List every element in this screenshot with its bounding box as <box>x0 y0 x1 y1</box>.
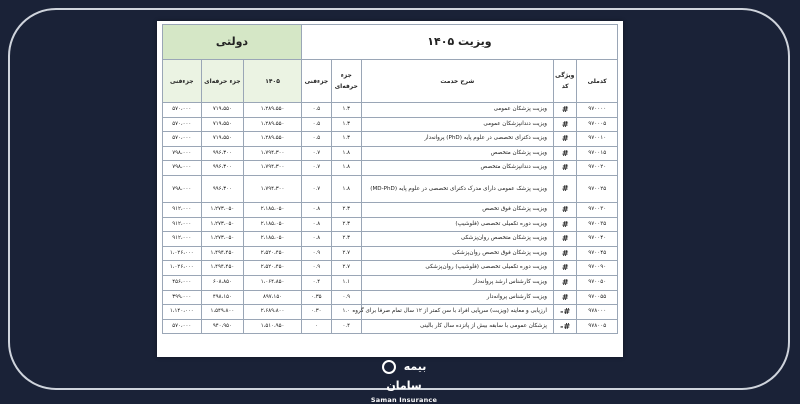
cell-national-code: ۹۷۰۰۱۰ <box>577 132 618 147</box>
cell-code-feature: #- <box>553 319 576 334</box>
logo-english-text: Saman Insurance <box>370 396 438 404</box>
cell-total-1405: ۸۹۷،۱۵۰ <box>244 290 302 305</box>
cell-professional-part: ۱.۳ <box>331 117 361 132</box>
cell-technical-part: ۰.۸ <box>301 232 331 247</box>
cell-gov-technical: ۷۹۸،۰۰۰ <box>163 175 202 202</box>
cell-total-1405: ۲،۵۲۰،۴۵۰ <box>244 261 302 276</box>
cell-gov-professional: ۱،۲۷۳،۰۵۰ <box>201 202 244 217</box>
table-row <box>163 217 618 232</box>
cell-total-1405: ۱،۲۸۹،۵۵۰ <box>244 132 302 147</box>
cell-gov-technical: ۹۱۲،۰۰۰ <box>163 232 202 247</box>
cell-total-1405: ۱،۷۹۴،۳۰۰ <box>244 161 302 176</box>
cell-code-feature: # <box>553 132 576 147</box>
cell-service-description: ویزیت پزشکان فوق تخصص <box>361 202 553 217</box>
cell-total-1405: ۲،۱۸۵،۰۵۰ <box>244 202 302 217</box>
tariff-table <box>162 24 618 334</box>
cell-national-code: ۹۷۰۰۲۵ <box>577 175 618 202</box>
cell-code-feature: # <box>553 161 576 176</box>
table-row <box>163 232 618 247</box>
cell-professional-part: ۲.۳ <box>331 202 361 217</box>
cell-total-1405: ۱،۷۹۴،۳۰۰ <box>244 175 302 202</box>
cell-total-1405: ۲،۵۲۰،۴۵۰ <box>244 246 302 261</box>
table-row <box>163 175 618 202</box>
cell-gov-technical: ۵۷۰،۰۰۰ <box>163 319 202 334</box>
cell-national-code: ۹۷۰۰۰۵ <box>577 117 618 132</box>
table-row <box>163 275 618 290</box>
col-gov-professional: جزء حرفه‌ای <box>201 60 244 103</box>
cell-professional-part: ۰.۹ <box>331 290 361 305</box>
cell-code-feature: # <box>553 175 576 202</box>
cell-code-feature: # <box>553 232 576 247</box>
cell-gov-professional: ۷۱۹،۵۵۰ <box>201 103 244 118</box>
cell-code-feature: # <box>553 117 576 132</box>
cell-service-description: ویزیت دندانپزشکان عمومی <box>361 117 553 132</box>
cell-service-description: پزشکان عمومی با سابقه بیش از پانزده سال کار بالینی <box>361 319 553 334</box>
cell-professional-part: ۱.۱ <box>331 275 361 290</box>
cell-gov-professional: ۹۹۶،۳۰۰ <box>201 175 244 202</box>
cell-gov-technical: ۴۵۶،۰۰۰ <box>163 275 202 290</box>
cell-gov-professional: ۱،۵۴۹،۸۰۰ <box>201 305 244 320</box>
cell-national-code: ۹۷۰۰۲۰ <box>577 161 618 176</box>
table-row <box>163 117 618 132</box>
cell-gov-technical: ۹۱۲،۰۰۰ <box>163 202 202 217</box>
cell-code-feature: # <box>553 261 576 276</box>
cell-technical-part: ۰.۵ <box>301 103 331 118</box>
cell-code-feature: # <box>553 246 576 261</box>
cell-professional-part: ۲.۳ <box>331 232 361 247</box>
cell-service-description: ویزیت پزشکان عمومی <box>361 103 553 118</box>
cell-service-description: ویزیت کارشناس پروانه‌دار <box>361 290 553 305</box>
cell-service-description: ویزیت پزشکان متخصص <box>361 146 553 161</box>
col-professional-part: جزء حرفه‌ای <box>331 60 361 103</box>
cell-technical-part: ۰.۷ <box>301 146 331 161</box>
cell-national-code: ۹۷۰۰۵۵ <box>577 290 618 305</box>
table-row <box>163 161 618 176</box>
cell-technical-part: ۰.۷ <box>301 161 331 176</box>
cell-gov-technical: ۱،۰۲۶،۰۰۰ <box>163 246 202 261</box>
cell-total-1405: ۱،۵۱۰،۹۵۰ <box>244 319 302 334</box>
header-government: دولتی <box>163 25 302 60</box>
cell-technical-part: ۰.۷ <box>301 175 331 202</box>
cell-total-1405: ۱،۲۸۹،۵۵۰ <box>244 117 302 132</box>
col-code-feature: ویژگی کد <box>553 60 576 103</box>
cell-technical-part: ۰.۵ <box>301 132 331 147</box>
cell-gov-professional: ۹۴۰،۹۵۰ <box>201 319 244 334</box>
cell-service-description: ویزیت دندانپزشکان متخصص <box>361 161 553 176</box>
cell-service-description: ویزیت دوره تکمیلی تخصصی (فلوشیپ) <box>361 217 553 232</box>
col-national-code: کدملی <box>577 60 618 103</box>
cell-professional-part: ۱.۸ <box>331 146 361 161</box>
cell-gov-professional: ۱،۲۷۳،۰۵۰ <box>201 217 244 232</box>
cell-national-code: ۹۷۸۰۰۰ <box>577 305 618 320</box>
cell-professional-part: ۱.۸ <box>331 175 361 202</box>
cell-gov-technical: ۱،۰۲۶،۰۰۰ <box>163 261 202 276</box>
cell-national-code: ۹۷۰۰۹۰ <box>577 261 618 276</box>
cell-total-1405: ۲،۶۸۹،۸۰۰ <box>244 305 302 320</box>
cell-code-feature: #- <box>553 305 576 320</box>
cell-national-code: ۹۷۰۰۱۵ <box>577 146 618 161</box>
cell-professional-part: ۱.۳ <box>331 132 361 147</box>
cell-gov-professional: ۷۱۹،۵۵۰ <box>201 117 244 132</box>
cell-gov-professional: ۱،۴۹۴،۴۵۰ <box>201 261 244 276</box>
cell-gov-professional: ۶۰۸،۸۵۰ <box>201 275 244 290</box>
col-gov-technical: جزءفنی <box>163 60 202 103</box>
cell-professional-part: ۲.۳ <box>331 217 361 232</box>
table-row <box>163 246 618 261</box>
cell-total-1405: ۱،۲۸۹،۵۵۰ <box>244 103 302 118</box>
table-row <box>163 290 618 305</box>
cell-code-feature: # <box>553 290 576 305</box>
cell-technical-part: ۰.۳۰ <box>301 305 331 320</box>
cell-professional-part: ۲.۷ <box>331 261 361 276</box>
cell-professional-part: ۱.۳ <box>331 103 361 118</box>
logo-persian-text: بیمه سامان <box>386 360 427 392</box>
header-visit-1405: ویزیت ۱۴۰۵ <box>301 25 617 60</box>
cell-code-feature: # <box>553 275 576 290</box>
cell-national-code: ۹۷۰۰۰۰ <box>577 103 618 118</box>
cell-service-description: ویزیت پزشکان متخصص روان‌پزشکی <box>361 232 553 247</box>
cell-gov-technical: ۱،۱۴۰،۰۰۰ <box>163 305 202 320</box>
col-1405-total: ۱۴۰۵ <box>244 60 302 103</box>
table-row <box>163 305 618 320</box>
cell-technical-part: ۰.۴ <box>301 275 331 290</box>
cell-technical-part: ۰ <box>301 319 331 334</box>
cell-technical-part: ۰.۵ <box>301 117 331 132</box>
col-technical-part: جزءفنی <box>301 60 331 103</box>
tariff-sheet <box>157 21 623 357</box>
cell-code-feature: # <box>553 217 576 232</box>
cell-code-feature: # <box>553 103 576 118</box>
cell-technical-part: ۰.۹ <box>301 246 331 261</box>
cell-gov-technical: ۹۱۲،۰۰۰ <box>163 217 202 232</box>
cell-gov-professional: ۷۱۹،۵۵۰ <box>201 132 244 147</box>
saman-insurance-logo <box>364 356 444 404</box>
cell-total-1405: ۲،۱۸۵،۰۵۰ <box>244 217 302 232</box>
cell-gov-technical: ۳۹۹،۰۰۰ <box>163 290 202 305</box>
cell-gov-technical: ۷۹۸،۰۰۰ <box>163 161 202 176</box>
cell-technical-part: ۰.۳۵ <box>301 290 331 305</box>
table-row <box>163 202 618 217</box>
cell-gov-professional: ۱،۴۹۴،۴۵۰ <box>201 246 244 261</box>
cell-national-code: ۹۷۸۰۰۵ <box>577 319 618 334</box>
cell-service-description: ویزیت کارشناس ارشد پروانه‌دار <box>361 275 553 290</box>
cell-total-1405: ۱،۰۶۴،۸۵۰ <box>244 275 302 290</box>
table-row <box>163 319 618 334</box>
cell-service-description: ارزیابی و معاینه (ویزیت) سرپایی افراد با سن کمتر از ۱۲ سال تمام صرفا برای گروه <box>361 305 553 320</box>
cell-gov-professional: ۱،۲۷۳،۰۵۰ <box>201 232 244 247</box>
table-row <box>163 103 618 118</box>
cell-professional-part: ۱.۸ <box>331 161 361 176</box>
cell-gov-technical: ۵۷۰،۰۰۰ <box>163 103 202 118</box>
cell-gov-professional: ۹۹۶،۳۰۰ <box>201 161 244 176</box>
cell-national-code: ۹۷۰۰۳۵ <box>577 217 618 232</box>
table-row <box>163 132 618 147</box>
cell-technical-part: ۰.۸ <box>301 217 331 232</box>
cell-total-1405: ۲،۱۸۵،۰۵۰ <box>244 232 302 247</box>
cell-national-code: ۹۷۰۰۴۵ <box>577 246 618 261</box>
cell-technical-part: ۰.۸ <box>301 202 331 217</box>
cell-gov-technical: ۷۹۸،۰۰۰ <box>163 146 202 161</box>
cell-service-description: ویزیت دکترای تخصصی در علوم پایه (PhD) پروانه‌دار <box>361 132 553 147</box>
cell-professional-part: ۱.۰ <box>331 305 361 320</box>
col-service-description: شرح خدمت <box>361 60 553 103</box>
cell-technical-part: ۰.۹ <box>301 261 331 276</box>
cell-service-description: ویزیت پزشکان فوق تخصص روان‌پزشکی <box>361 246 553 261</box>
cell-gov-technical: ۵۷۰،۰۰۰ <box>163 132 202 147</box>
cell-national-code: ۹۷۰۰۵۰ <box>577 275 618 290</box>
cell-professional-part: ۰.۴ <box>331 319 361 334</box>
cell-national-code: ۹۷۰۰۴۰ <box>577 232 618 247</box>
cell-national-code: ۹۷۰۰۳۰ <box>577 202 618 217</box>
cell-gov-professional: ۹۹۶،۳۰۰ <box>201 146 244 161</box>
table-row <box>163 146 618 161</box>
cell-gov-technical: ۵۷۰،۰۰۰ <box>163 117 202 132</box>
cell-total-1405: ۱،۷۹۴،۳۰۰ <box>244 146 302 161</box>
saman-logo-icon <box>382 360 396 374</box>
table-row <box>163 261 618 276</box>
cell-service-description: ویزیت پزشک عمومی دارای مدرک دکترای تخصصی در علوم پایه (MD-PhD) <box>361 175 553 202</box>
cell-code-feature: # <box>553 202 576 217</box>
cell-gov-professional: ۴۹۸،۱۵۰ <box>201 290 244 305</box>
cell-code-feature: # <box>553 146 576 161</box>
cell-service-description: ویزیت دوره تکمیلی تخصصی (فلوشیپ) روان‌پزشکی <box>361 261 553 276</box>
cell-professional-part: ۲.۷ <box>331 246 361 261</box>
